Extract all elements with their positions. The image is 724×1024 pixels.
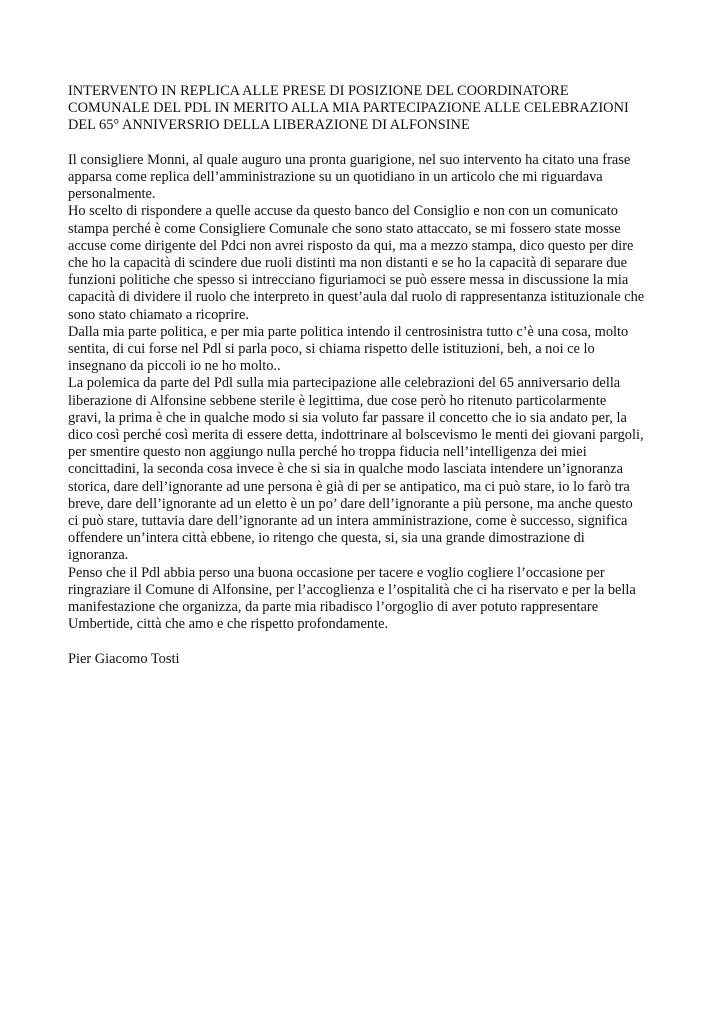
body-line: manifestazione che organizza, da parte mia ribadisco l’orgoglio di aver potuto rappresentare [68, 599, 599, 616]
body-line: gravi, la prima è che in qualche modo si sia voluto far passare il concetto che io sia andato per, la [68, 409, 627, 426]
body-line: liberazione di Alfonsine sebbene sterile è legittima, due cose però ho ritenuto particolarmente [68, 392, 607, 409]
body-line: ignoranza. [68, 547, 129, 564]
document-title [68, 83, 658, 135]
document-body [68, 152, 658, 634]
body-line: apparsa come replica dell’amministrazione su un quotidiano in un articolo che mi riguardava [68, 169, 603, 185]
body-line: Umbertide, città che amo e che rispetto profondamente. [68, 616, 389, 633]
body-line: accuse come dirigente del Pdci non avrei risposto da qui, ma a mezzo stampa, dico questo per dire [68, 237, 634, 254]
body-line: che ho la capacità di scindere due ruoli distinti ma non distanti e se ho la capacità di separare due [68, 255, 628, 272]
body-line: Penso che il Pdl abbia perso una buona occasione per tacere e voglio cogliere l’occasione per [68, 564, 605, 581]
body-line: per smentire questo non aggiungo nulla perché ho troppa fiducia nell’intelligenza dei miei [68, 444, 587, 461]
body-line: offendere un’intera città ebbene, io ritengo che questa, si, sia una grande dimostrazione di [68, 530, 585, 547]
title-line: COMUNALE DEL PDL IN MERITO ALLA MIA PARTECIPAZIONE ALLE CELEBRAZIONI [68, 100, 629, 117]
body-line: storica, dare dell’ignorante ad une persona è già di per se antipatico, ma ci può stare, io lo farò tra [68, 478, 630, 495]
body-line: Il consigliere Monni, al quale auguro una pronta guarigione, nel suo intervento ha citato una frase [68, 151, 631, 168]
body-line: sentita, di cui forse nel Pdl si parla poco, si chiama rispetto delle istituzioni, beh, a noi ce lo [68, 341, 595, 358]
body-line: breve, dare dell’ignorante ad un eletto è un po’ dare dell’ignorante a più persone, ma anche questo [68, 495, 633, 512]
document-page [68, 83, 658, 668]
body-line: La polemica da parte del Pdl sulla mia partecipazione alle celebrazioni del 65 anniversario della [68, 375, 621, 392]
body-line: Dalla mia parte politica, e per mia parte politica intendo il centrosinistra tutto c’è una cosa, molto [68, 323, 629, 340]
body-line: ci può stare, tuttavia dare dell’ignorante ad un intera amministrazione, come è successo, significa [68, 513, 628, 530]
title-line: INTERVENTO IN REPLICA ALLE PRESE DI POSIZIONE DEL COORDINATORE [68, 83, 569, 99]
body-line: stampa perché è come Consigliere Comunale che sono stato attaccato, se mi fossero state mosse [68, 220, 621, 237]
body-line: insegnano da piccoli io ne ho molto.. [68, 358, 281, 375]
body-line: dico così perché così merita di essere detta, indottrinare al bolscevismo le menti dei giovani pargoli, [68, 427, 644, 444]
signature: Pier Giacomo Tosti [68, 650, 180, 667]
paragraph-gap [68, 633, 658, 650]
body-line: concittadini, la seconda cosa invece è che si sia in qualche modo lasciata intendere un’ignoranza [68, 461, 624, 478]
body-line: Ho scelto di rispondere a quelle accuse da questo banco del Consiglio e non con un comunicato [68, 203, 618, 220]
body-line: capacità di dividere il ruolo che interpreto in quest’aula dal ruolo di rappresentanza istituzionale che [68, 289, 645, 306]
body-line: funzioni politiche che spesso si intrecciano figuriamoci se può essere messa in discussione la mia [68, 272, 629, 289]
body-line: sono stato chiamato a ricoprire. [68, 306, 250, 323]
title-line: DEL 65° ANNIVERSRIO DELLA LIBERAZIONE DI ALFONSINE [68, 117, 470, 134]
body-line: personalmente. [68, 186, 156, 203]
body-line: ringraziare il Comune di Alfonsine, per l’accoglienza e l’ospitalità che ci ha riservato e per la bella [68, 581, 636, 598]
